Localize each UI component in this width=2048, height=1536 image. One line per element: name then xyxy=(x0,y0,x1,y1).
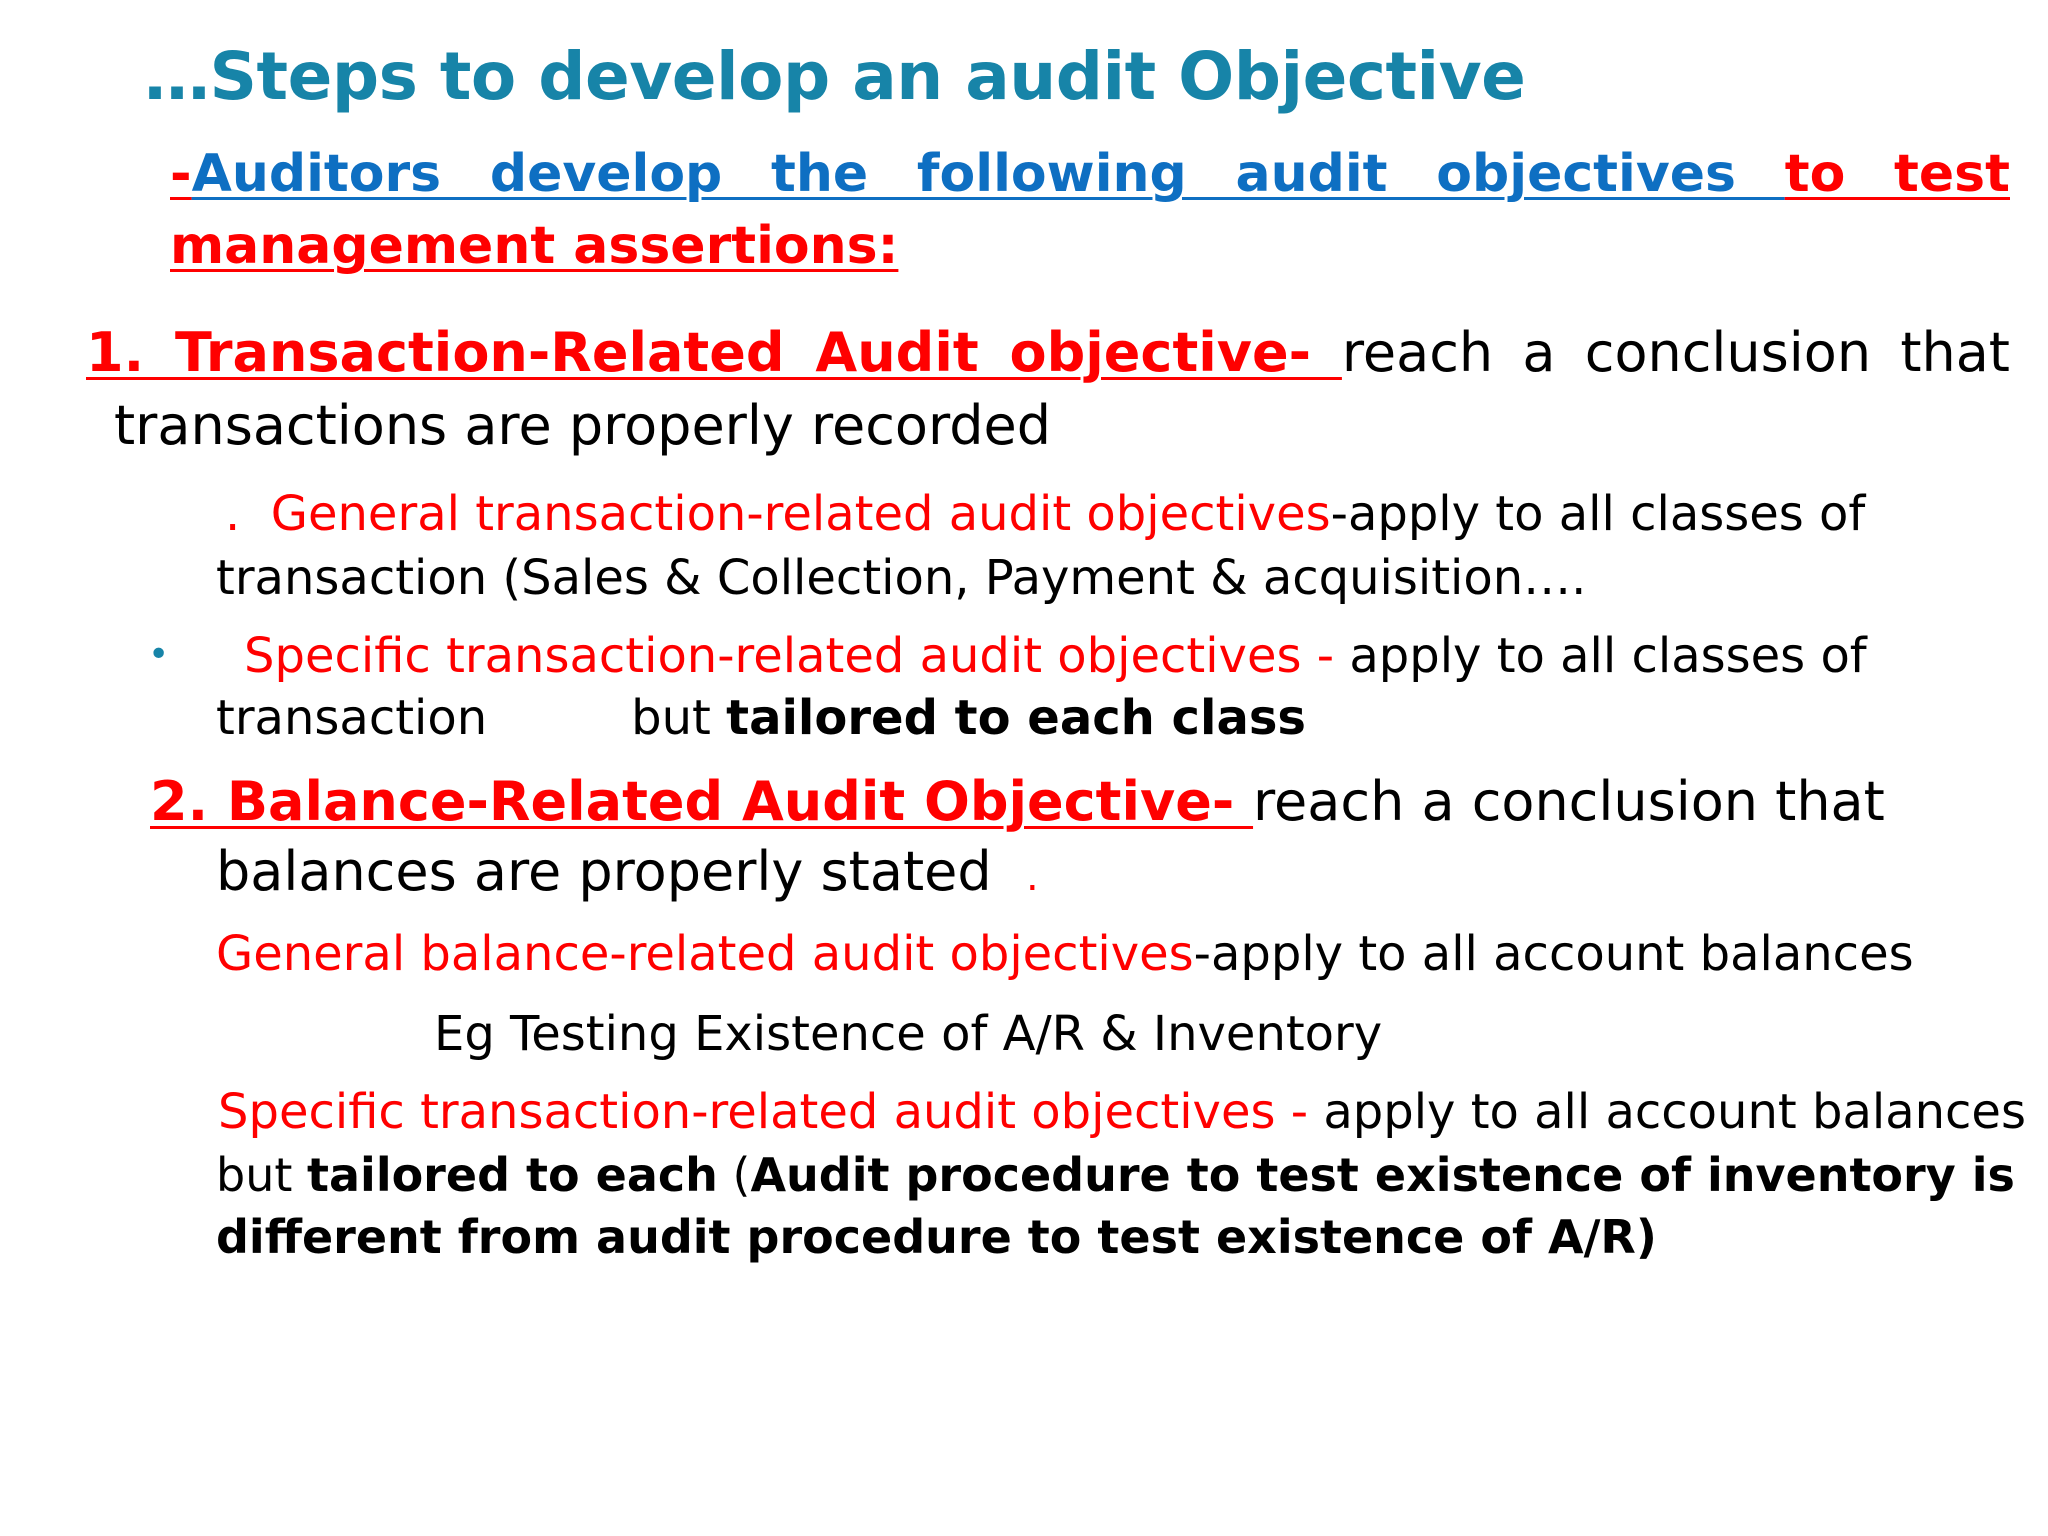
section2-heading-line xyxy=(150,770,1885,833)
intro-red-text: to test xyxy=(1784,144,2010,204)
section1-specific-text-2c: tailored to each class xyxy=(726,690,1306,746)
section2-specific-line-2 xyxy=(216,1148,2015,1202)
section2-specific-text-1: apply to all account balances xyxy=(1323,1084,2026,1140)
section1-specific-label: Specific transaction-related audit objectives - xyxy=(244,628,1350,684)
section2-text-2: balances are properly stated xyxy=(216,840,992,903)
section2-specific-text-2d: Audit procedure to test existence of inventory is xyxy=(750,1148,2015,1202)
section2-specific-line-3: different from audit procedure to test existence of A/R) xyxy=(216,1210,1657,1264)
section2-specific-line-1 xyxy=(218,1084,2026,1140)
section2-specific-label: Specific transaction-related audit objectives - xyxy=(218,1084,1324,1140)
section1-specific-text-1: apply to all classes of xyxy=(1349,628,1867,684)
section2-line-2 xyxy=(216,840,1039,903)
section2-general-label: General balance-related audit objectives xyxy=(216,926,1194,982)
section1-general-line-1 xyxy=(225,486,1865,542)
intro-line-1 xyxy=(170,144,2010,204)
section1-general-text-2: transaction (Sales & Collection, Payment & acquisition…. xyxy=(216,550,1587,606)
section1-specific-text-2a: transaction xyxy=(216,690,488,746)
section1-heading-line xyxy=(86,321,2010,384)
section1-specific-line-2 xyxy=(216,690,1306,746)
section1-text-2: transactions are properly recorded xyxy=(114,394,1051,457)
intro-red-text-2: management assertions: xyxy=(170,216,899,276)
section1-text-1: reach a conclusion that xyxy=(1341,321,2010,384)
section1-general-dot: . xyxy=(225,486,241,542)
intro-line-2 xyxy=(170,216,898,276)
section1-specific-line-1 xyxy=(244,628,1867,684)
section1-specific-text-2b: but xyxy=(631,690,727,746)
section2-dot: . xyxy=(1025,854,1039,900)
bullet-icon: • xyxy=(148,634,170,675)
section2-heading: 2. Balance-Related Audit Objective- xyxy=(150,770,1254,833)
section2-general-text: -apply to all account balances xyxy=(1193,926,1914,982)
section1-general-text-1: -apply to all classes of xyxy=(1330,486,1866,542)
intro-blue-text: Auditors develop the following audit objectives xyxy=(191,144,1785,204)
section1-heading: 1. Transaction-Related Audit objective- xyxy=(86,321,1342,384)
section2-specific-text-2b: tailored to each xyxy=(307,1148,718,1202)
section1-general-label: General transaction-related audit objectives xyxy=(270,486,1331,542)
section2-text-1: reach a conclusion that xyxy=(1253,770,1885,833)
section2-specific-text-2c: ( xyxy=(717,1148,751,1202)
section2-example: Eg Testing Existence of A/R & Inventory xyxy=(434,1006,1383,1062)
page-title: …Steps to develop an audit Objective xyxy=(144,38,1526,115)
section2-specific-text-2a: but xyxy=(216,1148,308,1202)
section2-general-line xyxy=(216,926,1914,982)
intro-dash: - xyxy=(170,144,192,204)
